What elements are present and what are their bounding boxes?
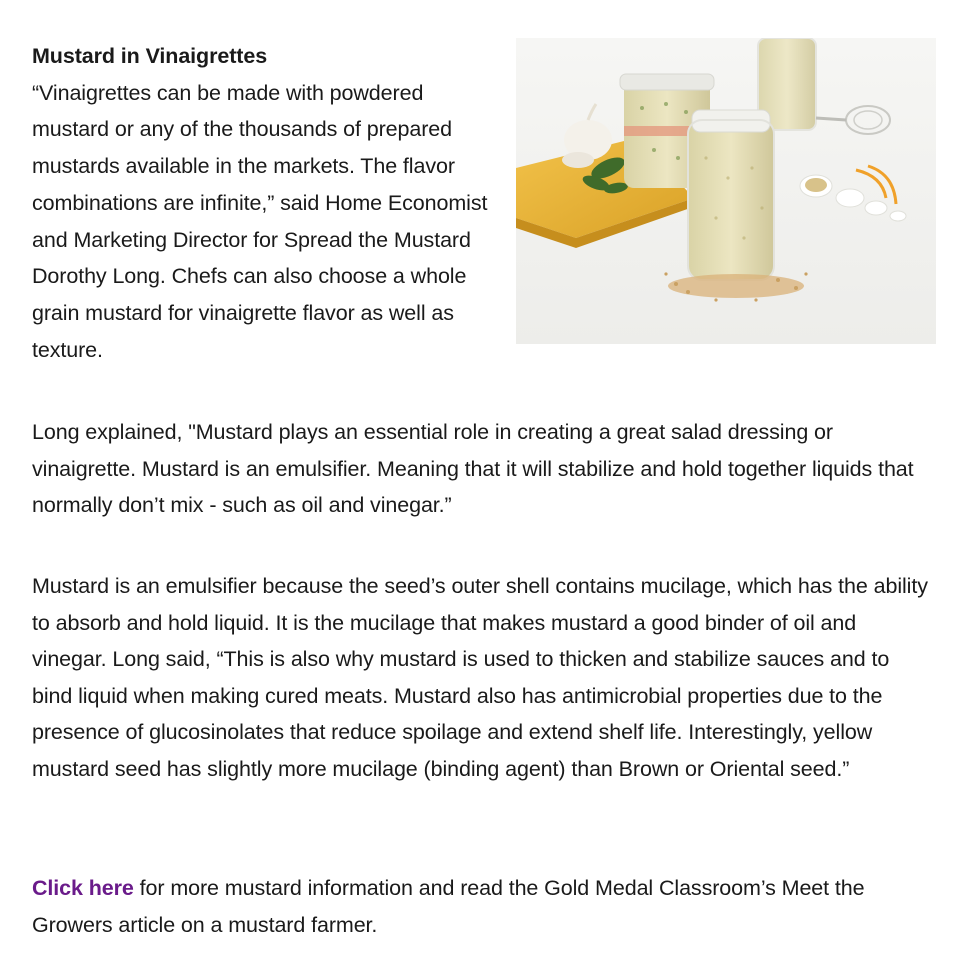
intro-paragraph: “Vinaigrettes can be made with powdered mustard or any of the thousands of prepared mustards available in the markets. The flavor combinations are infinite,” said Home Economist and Marketing Director for Spread the Mustard Dorothy Long. Chefs can also choose a whole grain mustard for vinaigrette flavor as well as texture. <box>32 80 488 362</box>
emulsifier-quote-paragraph: Long explained, "Mustard plays an essential role in creating a great salad dressing or vinaigrette. Mustard is an emulsifier. Meaning that it will stabilize and hold together liquids that normally don’t mix - such as oil and vinegar.” <box>32 420 914 517</box>
more-info-paragraph <box>32 870 932 943</box>
intro-block <box>32 38 502 368</box>
intro-section <box>32 38 936 368</box>
more-info-text: for more mustard information and read the Gold Medal Classroom’s Meet the Growers article on a mustard farmer. <box>32 876 865 937</box>
mucilage-paragraph: Mustard is an emulsifier because the seed’s outer shell contains mucilage, which has the ability to absorb and hold liquid. It is the mucilage that makes mustard a good binder of oil and vinegar. Long said, “This is also why mustard is used to thicken and stabilize sauces and to bind liquid when making cured meats. Mustard also has antimicrobial properties due to the presence of glucosinolates that reduce spoilage and extend shelf life. Interestingly, yellow mustard seed has slightly more mucilage (binding agent) than Brown or Oriental seed.” <box>32 574 928 781</box>
vinaigrette-jars-photo <box>516 38 936 344</box>
article <box>32 38 936 937</box>
photo-illustration <box>516 38 936 344</box>
section-heading: Mustard in Vinaigrettes <box>32 44 268 68</box>
click-here-link[interactable]: Click here <box>32 876 134 900</box>
